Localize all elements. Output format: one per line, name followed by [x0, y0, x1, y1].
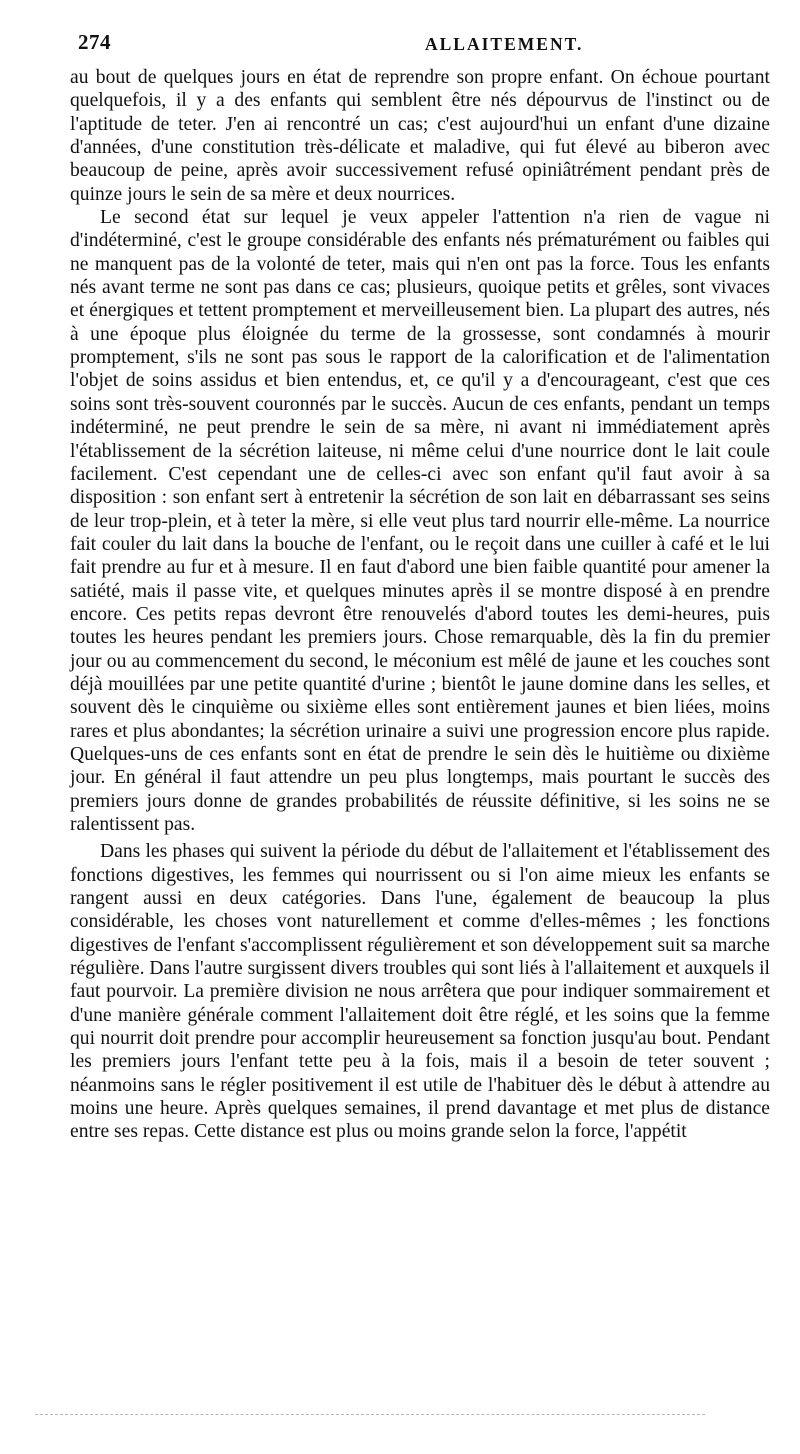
page-number: 274 — [78, 30, 111, 54]
paragraph-nursing-phases: Dans les phases qui suivent la période du début de l'allaitement et l'établissement des fonctions digestives, les femmes qui nourrissent ou si l'on aime mieux les enfants se rangent aussi en deux catégories. Dans l'une, également de beaucoup la plus considérable, les choses vont naturellement et comme d'elles-mêmes ; les fonctions digestives de l'enfant s'accomplissent régulièrement et son développement suit sa marche régulière. Dans l'autre surgissent divers troubles qui sont liés à l'allaitement et auxquels il faut pourvoir. La première division ne nous arrêtera que pour indiquer sommairement et d'une manière générale comment l'allaitement doit être réglé, et les soins que la femme qui nourrit doit prendre pour accomplir heureusement sa fonction jusqu'au bout. Pendant les premiers jours l'enfant tette peu à la fois, mais il a besoin de teter souvent ; néanmoins sans le régler positivement il est utile de l'habituer dès le début à attendre au moins une heure. Après quelques semaines, il prend davantage et met plus de distance entre ses repas. Cette distance est plus ou moins grande selon la force, l'appétit — [70, 841, 770, 1143]
body-text — [70, 66, 770, 1144]
bottom-scan-artifact — [35, 1414, 705, 1418]
paragraph-continuation: au bout de quelques jours en état de reprendre son propre enfant. On échoue pourtant quelquefois, il y a des enfants qui semblent être nés dépourvus de l'instinct ou de l'aptitude de teter. J'en ai rencontré un cas; c'est aujourd'hui un enfant d'une dizaine d'années, d'une constitution très-délicate et maladive, qui fut élevé au biberon avec beaucoup de peine, après avoir successivement refusé opiniâtrément pendant près de quinze jours le sein de sa mère et deux nourrices. — [70, 67, 770, 205]
paragraph-premature-infants: Le second état sur lequel je veux appeler l'attention n'a rien de vague ni d'indéterminé, c'est le groupe considérable des enfants nés prématurément ou faibles qui ne manquent pas de la volonté de teter, mais qui n'en ont pas la force. Tous les enfants nés avant terme ne sont pas dans ce cas; plusieurs, quoique petits et grêles, sont vivaces et énergiques et tettent promptement et merveilleusement bien. La plupart des autres, nés à une époque plus éloignée du terme de la grossesse, sont condamnés à mourir promptement, s'ils ne sont pas sous le rapport de la calorification et de l'alimentation l'objet de soins assidus et bien entendus, et, ce qu'il y a d'encourageant, c'est que ces soins sont très-souvent couronnés par le succès. Aucun de ces enfants, pendant un temps indéterminé, ne peut prendre le sein de sa mère, ni avant ni immédiatement après l'établissement de la sécrétion laiteuse, ni même celui d'une nourrice dont le lait coule facilement. C'est cependant une de celles-ci avec son enfant qu'il faut avoir à sa disposition : son enfant sert à entretenir la sécrétion de son lait en débarrassant ses seins de leur trop-plein, et à teter la mère, si elle veut plus tard nourrir elle-même. La nourrice fait couler du lait dans la bouche de l'enfant, ou le reçoit dans une cuiller à café et le lui fait prendre au fur et à mesure. Il en faut d'abord une bien faible quantité pour amener la satiété, mais il passe vite, et quelques minutes après il se montre disposé à en prendre encore. Ces petits repas devront être renouvelés d'abord toutes les demi-heures, puis toutes les heures pendant les premiers jours. Chose remarquable, dès la fin du premier jour ou au commencement du second, le méconium est mêlé de jaune et les couches sont déjà mouillées par une petite quantité d'urine ; bientôt le jaune domine dans les selles, et souvent dès le cinquième ou sixième elles sont entièrement jaunes et bien liées, moins rares et plus abondantes; la sécrétion urinaire a suivi une progression encore plus rapide. Quelques-uns de ces enfants sont en état de prendre le sein dès le huitième ou dixième jour. En général il faut attendre un peu plus longtemps, mais pourtant le succès des premiers jours donne de grandes probabilités de réussite définitive, si les soins ne se ralentissent pas. — [70, 207, 770, 835]
running-title: ALLAITEMENT. — [425, 34, 584, 54]
running-head — [70, 30, 770, 64]
